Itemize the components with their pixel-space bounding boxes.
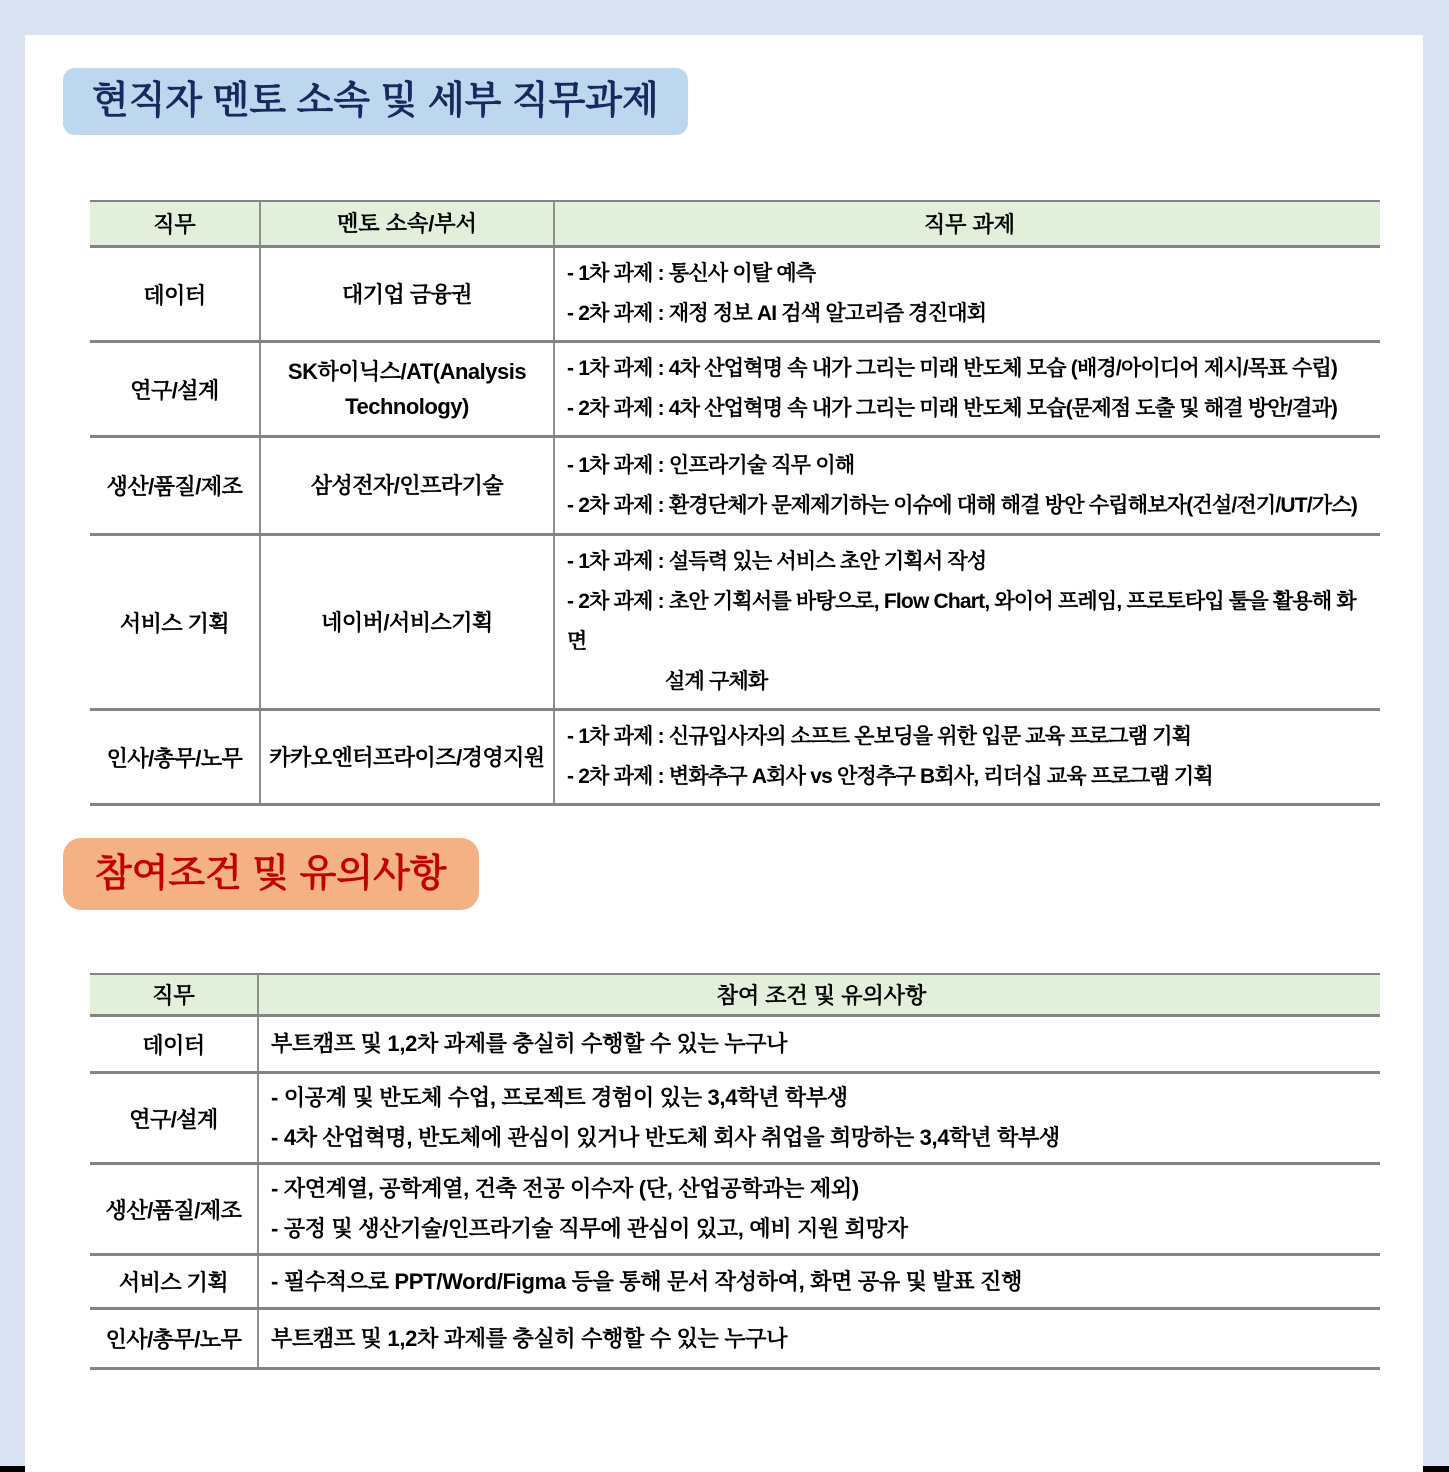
condition-line: - 공정 및 생산기술/인프라기술 직무에 관심이 있고, 예비 지원 희망자: [271, 1216, 908, 1241]
condition-cell: [259, 1256, 1380, 1307]
condition-cell: [259, 1017, 1380, 1071]
table-header-row: [90, 973, 1380, 1017]
job-cell: 데이터: [90, 248, 261, 340]
task-line: - 2차 과제 : 초안 기획서를 바탕으로, Flow Chart, 와이어 프레임, 프로토타입 툴을 활용해 화면: [567, 590, 1356, 654]
table-row: [90, 1256, 1380, 1310]
dept-cell: 대기업 금융권: [261, 248, 555, 340]
job-cell: 서비스 기획: [90, 1256, 259, 1307]
job-cell: 인사/총무/노무: [90, 711, 261, 803]
table-row: [90, 438, 1380, 536]
condition-cell: [259, 1310, 1380, 1367]
task-cell: [555, 343, 1380, 435]
table-row: [90, 536, 1380, 711]
section1-title-badge: [63, 68, 688, 135]
table-row: [90, 248, 1380, 343]
task-line: - 1차 과제 : 신규입사자의 소프트 온보딩을 위한 입문 교육 프로그램 기획: [567, 725, 1192, 749]
table-row: [90, 343, 1380, 438]
table-row: [90, 1017, 1380, 1074]
condition-line: 부트캠프 및 1,2차 과제를 충실히 수행할 수 있는 누구나: [271, 1031, 788, 1056]
header-conditions: 참여 조건 및 유의사항: [716, 983, 927, 1008]
task-line-continuation: 설계 구체화: [665, 670, 768, 694]
job-cell: 생산/품질/제조: [90, 1165, 259, 1253]
task-line: - 2차 과제 : 재정 정보 AI 검색 알고리즘 경진대회: [567, 302, 987, 326]
job-cell: 연구/설계: [90, 1074, 259, 1162]
task-cell: [555, 536, 1380, 708]
task-cell: [555, 711, 1380, 803]
job-cell: 인사/총무/노무: [90, 1310, 259, 1367]
job-cell: 데이터: [90, 1017, 259, 1071]
task-line: - 2차 과제 : 환경단체가 문제제기하는 이슈에 대해 해결 방안 수립해보자(건설/전기/UT/가스): [567, 493, 1358, 517]
task-cell: [555, 248, 1380, 340]
condition-line: 부트캠프 및 1,2차 과제를 충실히 수행할 수 있는 누구나: [271, 1325, 788, 1351]
header-job: 직무: [90, 202, 261, 245]
task-cell: [555, 438, 1380, 533]
section2-title: 참여조건 및 유의사항: [95, 853, 447, 895]
task-line: - 1차 과제 : 4차 산업혁명 속 내가 그리는 미래 반도체 모습 (배경/아이디어 제시/목표 수립): [567, 357, 1338, 381]
condition-line: - 필수적으로 PPT/Word/Figma 등을 통해 문서 작성하여, 화면 공유 및 발표 진행: [271, 1268, 1023, 1294]
job-cell: 생산/품질/제조: [90, 438, 261, 533]
condition-cell: [259, 1165, 1380, 1253]
task-line: - 2차 과제 : 변화추구 A회사 vs 안정추구 B회사, 리더십 교육 프로그램 기획: [567, 765, 1213, 789]
dept-cell: 삼성전자/인프라기술: [261, 438, 555, 533]
dept-cell: SK하이닉스/AT(Analysis Technology): [261, 343, 555, 435]
job-cell: 서비스 기획: [90, 536, 261, 708]
header-dept: 멘토 소속/부서: [261, 202, 555, 245]
section2-title-badge: [63, 838, 479, 910]
job-cell: 연구/설계: [90, 343, 261, 435]
section1-title: 현직자 멘토 소속 및 세부 직무과제: [92, 80, 659, 122]
condition-line: - 이공계 및 반도체 수업, 프로젝트 경험이 있는 3,4학년 학부생: [271, 1085, 848, 1110]
header-job: 직무: [90, 975, 259, 1014]
table-row: [90, 1165, 1380, 1256]
dept-cell: 카카오엔터프라이즈/경영지원: [261, 711, 555, 803]
table-row: [90, 711, 1380, 806]
condition-line: - 자연계열, 공학계열, 건축 전공 이수자 (단, 산업공학과는 제외): [271, 1176, 859, 1201]
conditions-table: [90, 973, 1380, 1370]
bottom-right-black-bar: [1423, 1466, 1449, 1472]
header-task: 직무 과제: [923, 212, 1016, 238]
slide-content-area: [25, 35, 1423, 1472]
task-line: - 2차 과제 : 4차 산업혁명 속 내가 그리는 미래 반도체 모습(문제점 도출 및 해결 방안/결과): [567, 397, 1338, 421]
bottom-left-black-bar: [0, 1466, 25, 1472]
dept-cell: 네이버/서비스기획: [261, 536, 555, 708]
condition-cell: [259, 1074, 1380, 1162]
task-line: - 1차 과제 : 통신사 이탈 예측: [567, 262, 816, 286]
condition-line: - 4차 산업혁명, 반도체에 관심이 있거나 반도체 회사 취업을 희망하는 3,4학년 학부생: [271, 1125, 1060, 1150]
task-line: - 1차 과제 : 설득력 있는 서비스 초안 기획서 작성: [567, 550, 987, 574]
mentor-task-table: [90, 200, 1380, 806]
task-line: - 1차 과제 : 인프라기술 직무 이해: [567, 453, 855, 477]
table-header-row: [90, 200, 1380, 248]
table-row: [90, 1074, 1380, 1165]
table-row: [90, 1310, 1380, 1370]
